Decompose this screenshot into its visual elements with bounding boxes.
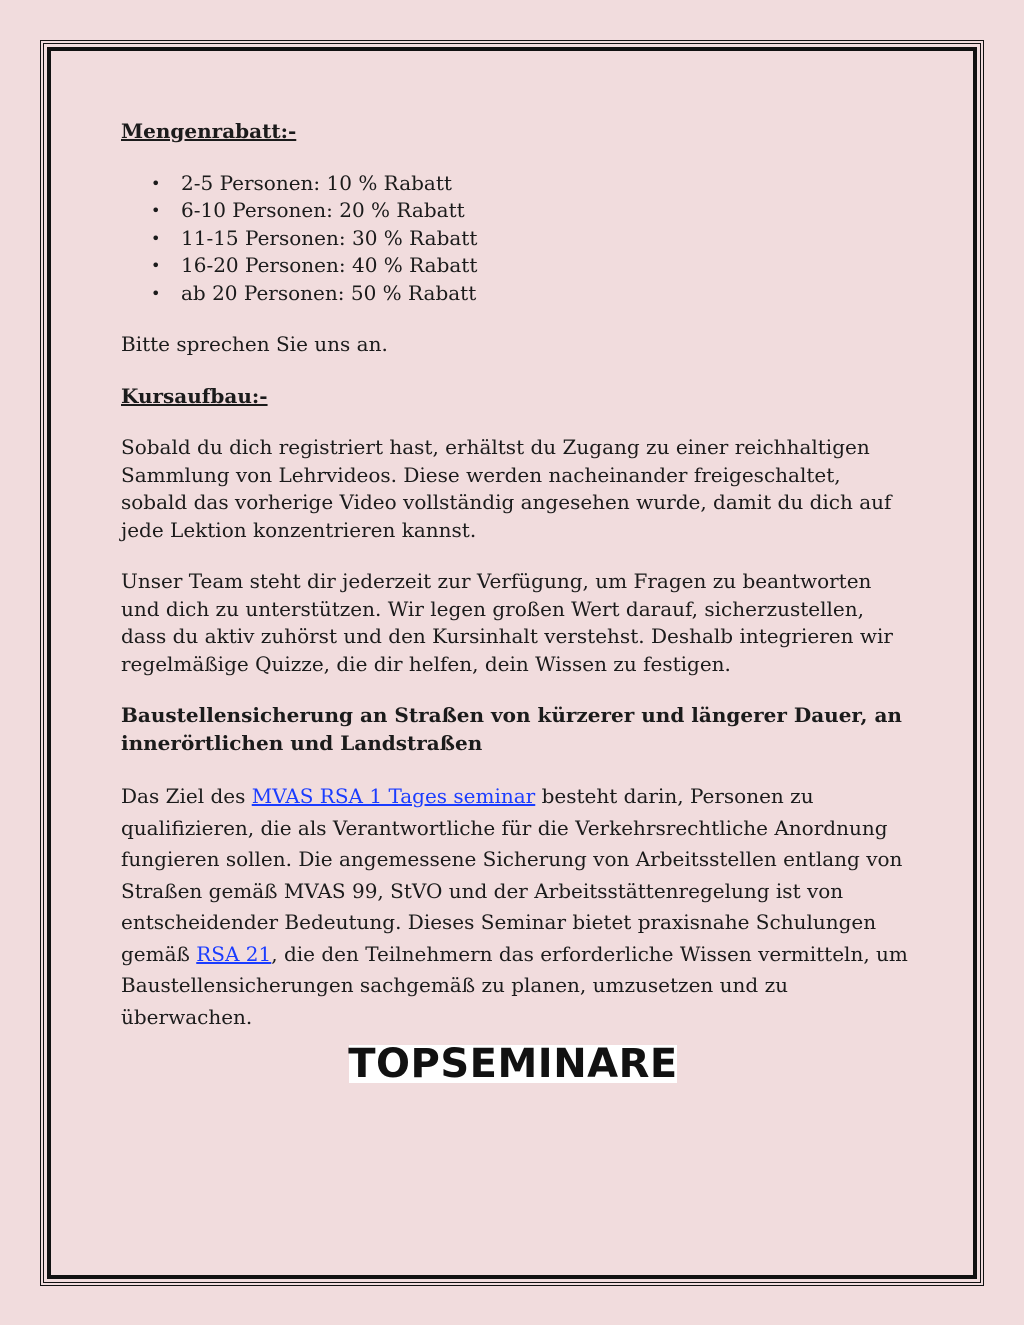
document-content xyxy=(121,118,911,1057)
rsa-21-link[interactable]: RSA 21 xyxy=(196,941,272,966)
contact-note: Bitte sprechen Sie uns an. xyxy=(121,332,388,356)
logo-text: TOPSEMINARE xyxy=(348,1041,678,1087)
seminar-goal-paragraph xyxy=(121,781,911,1033)
topseminare-logo xyxy=(348,1041,678,1087)
list-item: • ab 20 Personen: 50 % Rabatt xyxy=(121,280,911,308)
course-paragraph-1: Sobald du dich registriert hast, erhältst du Zugang zu einer reichhaltigen Sammlung von Lehrvideos. Diese werden nacheinander freigeschaltet, sobald das vorherige Video vollständig angesehen wurde, damit du dich auf jede Lektion konzentrieren kannst. xyxy=(121,435,892,542)
discount-list xyxy=(121,170,911,308)
list-item: • 2-5 Personen: 10 % Rabatt xyxy=(121,170,911,198)
list-item: • 6-10 Personen: 20 % Rabatt xyxy=(121,197,911,225)
goal-text-1: Das Ziel des xyxy=(121,784,252,808)
list-item: • 16-20 Personen: 40 % Rabatt xyxy=(121,252,911,280)
mvas-rsa-seminar-link[interactable]: MVAS RSA 1 Tages seminar xyxy=(251,784,536,808)
course-heading: Kursaufbau:- xyxy=(121,383,268,408)
course-paragraph-2: Unser Team steht dir jederzeit zur Verfügung, um Fragen zu beantworten und dich zu unterstützen. Wir legen großen Wert darauf, sicherzustellen, dass du aktiv zuhörst und den Kursinhalt verstehst. Deshalb integrieren wir regelmäßige Quizze, die dir helfen, dein Wissen zu festigen. xyxy=(121,569,893,676)
safety-heading: Baustellensicherung an Straßen von kürzerer und längerer Dauer, an innerörtlichen und Landstraßen xyxy=(121,703,902,755)
list-item: • 11-15 Personen: 30 % Rabatt xyxy=(121,225,911,253)
goal-text-2: besteht darin, Personen zu qualifizieren, die als Verantwortliche für die Verkehrsrechtliche Anordnung fungieren sollen. Die angemessene Sicherung von Arbeitsstellen entlang von Straßen gemäß MVAS 99, StVO und der Arbeitsstättenregelung ist von entscheidender Bedeutung. Dieses Seminar bietet praxisnahe Schulungen gemäß xyxy=(121,784,903,966)
goal-text-3: , die den Teilnehmern das erforderliche Wissen vermitteln, um Baustellensicherungen sachgemäß zu planen, umzusetzen und zu überwachen. xyxy=(121,941,908,1029)
discount-heading: Mengenrabatt:- xyxy=(121,119,297,143)
